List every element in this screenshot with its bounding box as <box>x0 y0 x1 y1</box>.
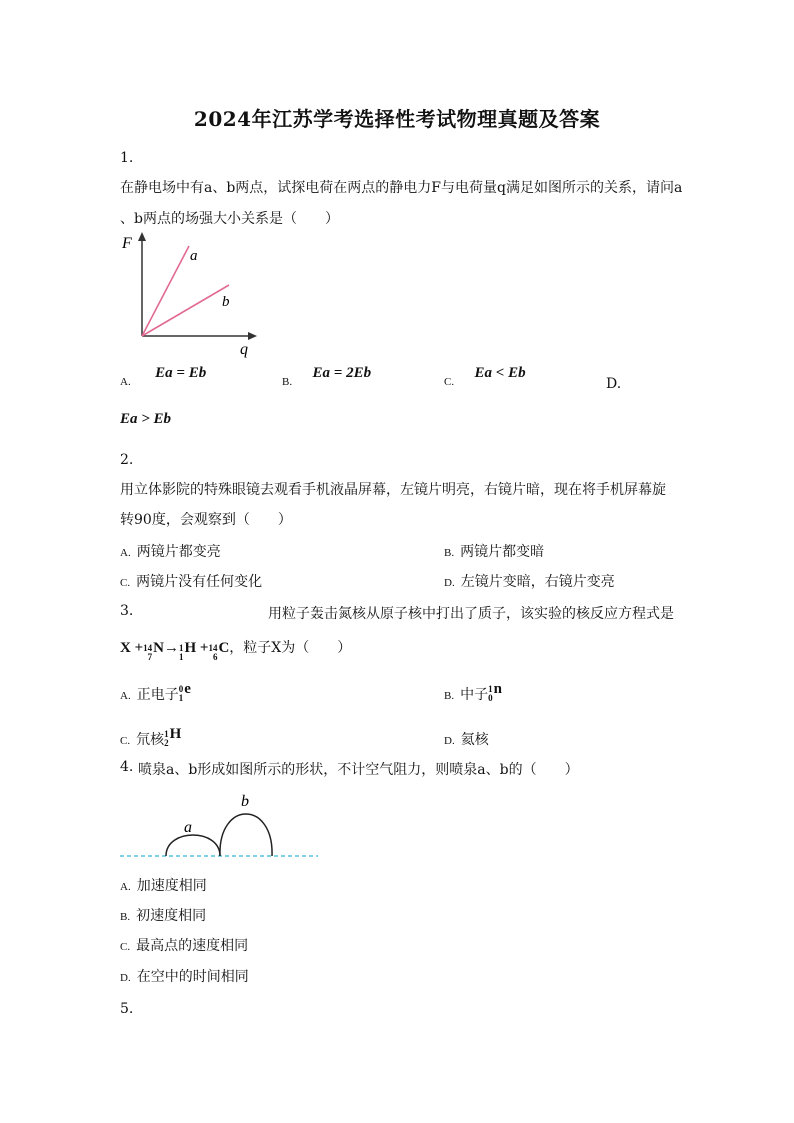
q2-option-b-text: 两镜片都变暗 <box>460 544 545 560</box>
q1-option-b[interactable] <box>282 365 372 390</box>
q4-option-b[interactable] <box>120 905 206 925</box>
q1-graph-label-a: a <box>190 248 198 264</box>
q3-option-d-text: 氦核 <box>460 732 489 748</box>
q3-option-b-text: 中子 <box>460 687 489 703</box>
q4-text-line1: 喷泉a、b形成如图所示的形状，不计空气阻力，则喷泉a、b的（ ） <box>138 762 579 778</box>
q1-option-c-math: Ea < Eb <box>474 365 526 381</box>
q3-option-c-label: C. <box>120 735 131 747</box>
q4-option-d-label: D. <box>120 972 131 984</box>
q2-option-a-label: A. <box>120 547 131 559</box>
q1-option-d-math[interactable]: Ea > Eb <box>120 411 172 427</box>
q1-number: 1. <box>120 150 134 166</box>
q1-option-a-label: A. <box>120 376 131 388</box>
q4-option-d[interactable] <box>120 966 249 986</box>
q3-option-a-symbol: 0 1 e <box>178 681 191 703</box>
q1-text-line1: 在静电场中有a、b两点，试探电荷在两点的静电力F与电荷量q满足如图所示的关系，请问a <box>120 180 683 196</box>
q1-option-c-label: C. <box>444 376 455 388</box>
q4-option-a-label: A. <box>120 881 131 893</box>
q1-option-b-math: Ea = 2Eb <box>312 365 372 381</box>
q3-option-b-label: B. <box>444 690 455 702</box>
q3-number: 3. <box>120 603 134 619</box>
q3-equation-line <box>120 637 351 662</box>
q2-option-a[interactable] <box>120 541 221 561</box>
q3-text-line1: 用粒子轰击氮核从原子核中打出了质子，该实验的核反应方程式是 <box>268 606 674 622</box>
q2-option-d-text: 左镜片变暗，右镜片变亮 <box>460 574 615 590</box>
q3-option-a-text: 正电子 <box>136 687 179 703</box>
q3-equation-tail: ，粒子X为（ ） <box>229 640 352 656</box>
q1-option-d-label[interactable]: D. <box>606 376 622 392</box>
q1-option-a[interactable] <box>120 365 207 390</box>
q1-force-charge-graph <box>118 228 268 358</box>
q4-option-c-text: 最高点的速度相同 <box>136 938 249 954</box>
q4-option-b-text: 初速度相同 <box>136 908 207 924</box>
q3-option-a-label: A. <box>120 690 131 702</box>
page-title: 2024年江苏学考选择性考试物理真题及答案 <box>193 107 601 131</box>
q1-graph-x-arrow <box>248 332 257 340</box>
q1-graph-y-arrow <box>138 232 146 241</box>
q3-nuclear-equation: X + 14 7 N→ 1 1 H + 14 6 C <box>120 640 230 662</box>
q2-option-d-label: D. <box>444 577 455 589</box>
q2-option-b[interactable] <box>444 541 544 561</box>
q2-number: 2. <box>120 452 134 468</box>
q4-option-c-label: C. <box>120 941 131 953</box>
q3-option-b[interactable] <box>444 681 502 709</box>
q2-option-a-text: 两镜片都变亮 <box>136 544 221 560</box>
q3-option-c-text: 氘核 <box>136 732 165 748</box>
q2-option-b-label: B. <box>444 547 455 559</box>
q2-text-line1: 用立体影院的特殊眼镜去观看手机液晶屏幕，左镜片明亮，右镜片暗，现在将手机屏幕旋 <box>120 482 666 498</box>
q2-option-d[interactable] <box>444 571 615 591</box>
q1-graph-label-q: q <box>240 341 248 358</box>
q3-option-c-symbol: 1 2 H <box>164 726 182 748</box>
q4-fountain-figure <box>118 790 323 862</box>
q4-fountain-a-arc <box>166 835 220 856</box>
q1-graph-label-F: F <box>122 235 132 252</box>
q2-text-line2: 转90度，会观察到（ ） <box>120 512 292 528</box>
q3-option-d-label: D. <box>444 735 455 747</box>
q1-option-b-label: B. <box>282 376 293 388</box>
q4-option-d-text: 在空中的时间相同 <box>136 969 249 985</box>
q2-option-c[interactable] <box>120 571 262 591</box>
q4-option-a[interactable] <box>120 875 207 895</box>
q4-option-c[interactable] <box>120 935 248 955</box>
q4-option-b-label: B. <box>120 911 131 923</box>
q2-option-c-label: C. <box>120 577 131 589</box>
q4-option-a-text: 加速度相同 <box>136 878 207 894</box>
q1-graph-label-b: b <box>222 294 230 310</box>
q1-text-line2: 、b两点的场强大小关系是（ ） <box>120 211 339 227</box>
q3-option-a[interactable] <box>120 681 191 709</box>
q4-number: 4. <box>120 759 134 775</box>
q5-number: 5. <box>120 1001 134 1017</box>
q4-label-b: b <box>241 793 249 810</box>
q3-option-b-symbol: 1 0 n <box>488 681 502 703</box>
q1-option-c[interactable] <box>444 365 526 390</box>
q2-option-c-text: 两镜片没有任何变化 <box>136 574 263 590</box>
q4-fountain-b-arc <box>220 814 272 856</box>
q1-option-a-math: Ea = Eb <box>155 365 207 381</box>
q3-option-c[interactable] <box>120 726 182 754</box>
q3-option-d[interactable] <box>444 729 489 749</box>
q4-label-a: a <box>184 819 192 836</box>
